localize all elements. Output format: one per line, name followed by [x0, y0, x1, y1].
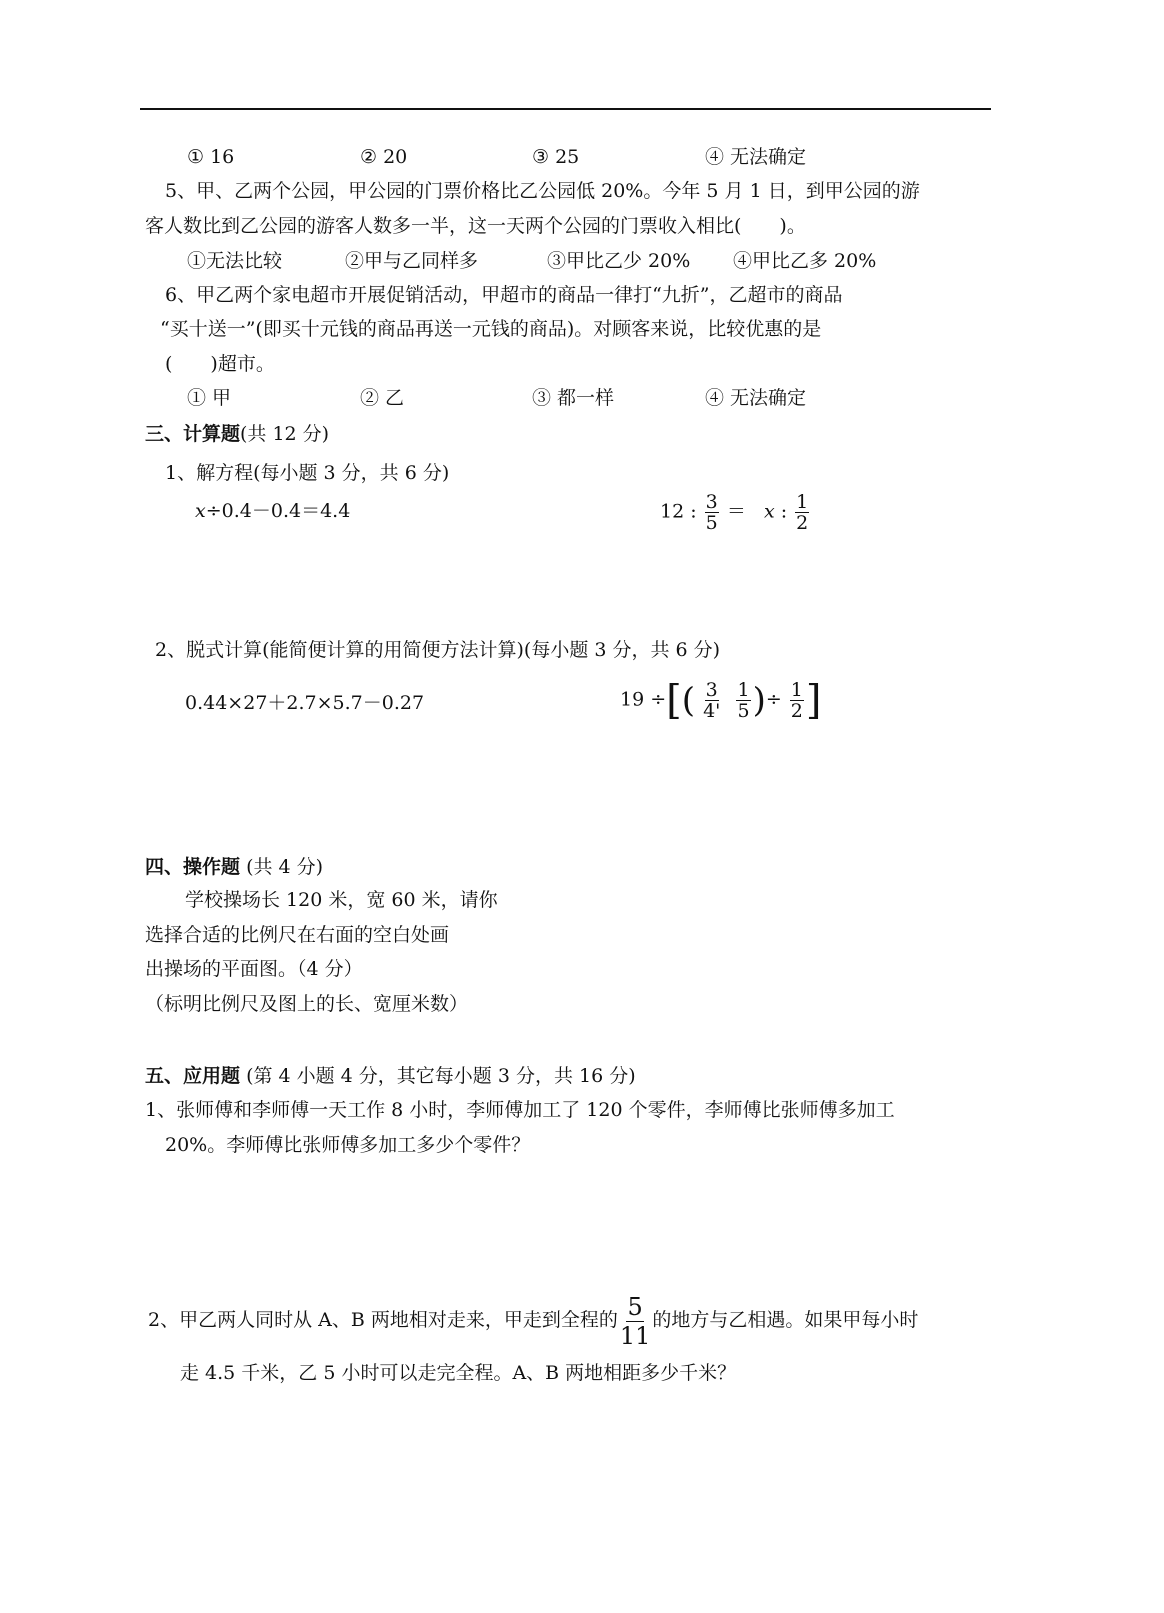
- q5-option: ④甲比乙多 20%: [733, 250, 877, 272]
- numerator: 1: [737, 679, 750, 701]
- q4-option: ③ 25: [532, 146, 580, 168]
- q6-text: ( )超市。: [165, 353, 275, 375]
- section-points: (第 4 小题 4 分，其它每小题 3 分，共 16 分): [246, 1065, 636, 1087]
- numerator: 1: [790, 679, 803, 701]
- denominator: 5: [705, 512, 718, 534]
- numerator: 3: [705, 491, 718, 513]
- fraction: [790, 680, 804, 721]
- equation-1: [195, 499, 350, 523]
- section-title: 五、应用题: [145, 1065, 241, 1087]
- sub-question: 1、解方程(每小题 3 分，共 6 分): [165, 462, 450, 484]
- fraction: [705, 492, 719, 533]
- eq-text: ÷: [765, 688, 782, 711]
- expression-2: 19 ÷[( $\frac{3}{4'}$ $\frac{1}{5}$ )÷ $\frac{1}{2}$ ]: [620, 677, 822, 724]
- numerator: 5: [627, 1292, 643, 1321]
- denominator: 2: [796, 512, 809, 534]
- sub-question: 2、脱式计算(能简便计算的用简便方法计算)(每小题 3 分，共 6 分): [155, 639, 721, 661]
- q2-before: 2、甲乙两人同时从 A、B 两地相对走来，甲走到全程的: [148, 1309, 618, 1331]
- section-4-heading: [145, 855, 323, 879]
- q5-option: ②甲与乙同样多: [345, 250, 479, 272]
- q2-text: 走 4.5 千米，乙 5 小时可以走完全程。A、B 两地相距多少千米？: [180, 1362, 737, 1384]
- q5-option: ①无法比较: [187, 250, 283, 272]
- q6-text: 6、甲乙两个家电超市开展促销活动，甲超市的商品一律打“九折”，乙超市的商品: [165, 284, 843, 306]
- q5-option: ③甲比乙少 20%: [547, 250, 691, 272]
- sec4-text: 出操场的平面图。（4 分）: [145, 958, 363, 980]
- q2-text: [148, 1292, 918, 1350]
- q4-option: ④ 无法确定: [705, 146, 807, 168]
- sec4-text: 选择合适的比例尺在右面的空白处画: [145, 924, 450, 946]
- eq-text: ÷0.4－0.4＝4.4: [205, 500, 351, 522]
- denominator: 11: [619, 1321, 651, 1350]
- header-rule: [140, 108, 991, 110]
- section-points: (共 4 分): [246, 856, 324, 878]
- fraction: [620, 1293, 651, 1350]
- q6-option: ② 乙: [360, 387, 405, 409]
- q4-option: ② 20: [360, 146, 408, 168]
- q6-option: ① 甲: [187, 387, 232, 409]
- q2-after: 的地方与乙相遇。如果甲每小时: [652, 1309, 919, 1331]
- section-3-heading: [145, 422, 329, 446]
- expression-1: 0.44×27＋2.7×5.7－0.27: [185, 692, 425, 714]
- section-5-heading: [145, 1064, 636, 1088]
- q4-option: ① 16: [187, 146, 235, 168]
- eq-text: :: [780, 500, 788, 523]
- eq-text: 19 ÷: [620, 688, 667, 711]
- q6-text: “买十送一”(即买十元钱的商品再送一元钱的商品)。对顾客来说，比较优惠的是: [160, 318, 822, 340]
- equation-2: [660, 492, 811, 533]
- numerator: 3: [705, 679, 718, 701]
- denominator: 4': [703, 700, 721, 722]
- q6-option: ③ 都一样: [532, 387, 615, 409]
- section-points: (共 12 分): [240, 423, 330, 445]
- denominator: 2: [790, 700, 803, 722]
- var: x: [763, 500, 775, 523]
- q1-text: 20%。李师傅比张师傅多加工多少个零件？: [165, 1134, 531, 1156]
- sec4-text: （标明比例尺及图上的长、宽厘米数）: [145, 993, 469, 1015]
- var: x: [195, 500, 206, 522]
- section-title: 三、计算题: [145, 423, 241, 445]
- fraction: [736, 680, 750, 721]
- numerator: 1: [796, 491, 809, 513]
- denominator: 5: [737, 700, 750, 722]
- eq-text: ＝: [726, 500, 746, 523]
- q1-text: 1、张师傅和李师傅一天工作 8 小时，李师傅加工了 120 个零件，李师傅比张师傅多加工: [145, 1099, 895, 1121]
- sec4-text: 学校操场长 120 米，宽 60 米，请你: [185, 889, 498, 911]
- fraction: [795, 492, 809, 533]
- q6-option: ④ 无法确定: [705, 387, 807, 409]
- eq-text: 12 :: [660, 500, 697, 523]
- section-title: 四、操作题: [145, 856, 241, 878]
- fraction: [703, 680, 720, 721]
- q5-text: 客人数比到乙公园的游客人数多一半，这一天两个公园的门票收入相比( )。: [145, 215, 806, 237]
- q5-text: 5、甲、乙两个公园，甲公园的门票价格比乙公园低 20%。今年 5 月 1 日，到甲公园的游: [165, 180, 920, 202]
